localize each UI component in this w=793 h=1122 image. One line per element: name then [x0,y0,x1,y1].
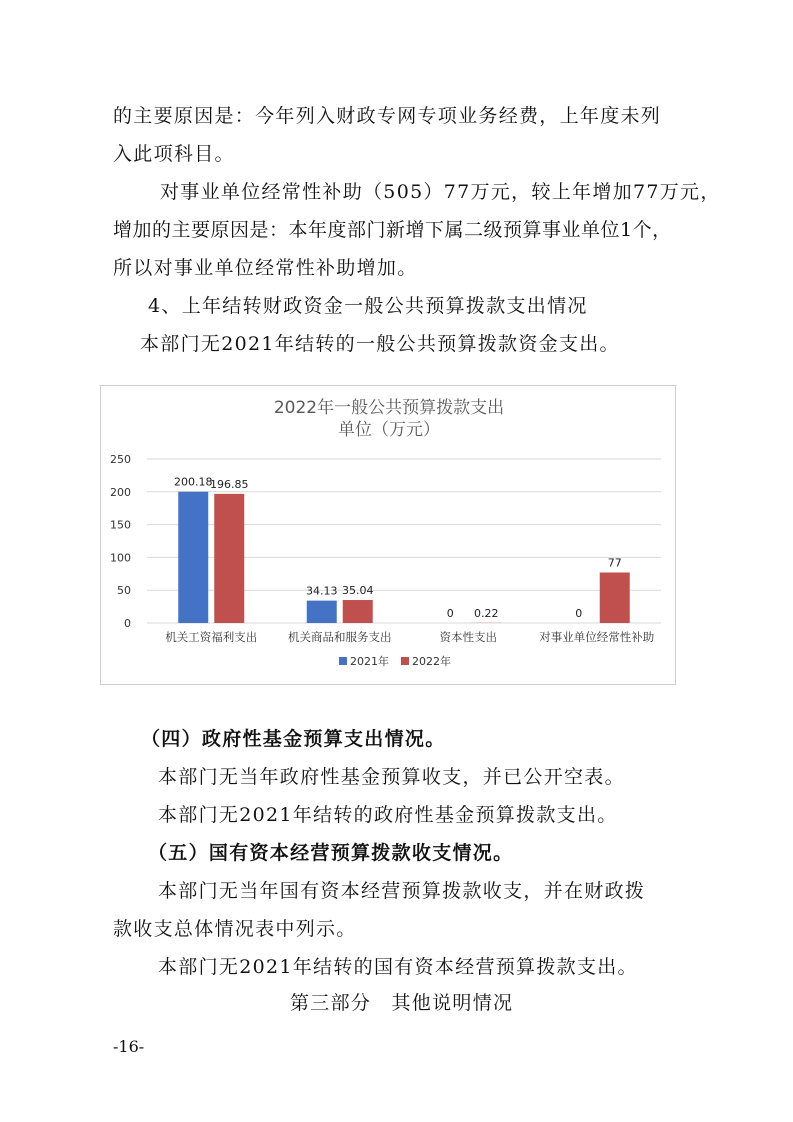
bar [307,601,337,623]
bar [600,572,630,623]
y-tick-label: 250 [110,453,131,466]
page-number: -16- [113,1037,145,1056]
y-tick-label: 50 [117,584,131,598]
part3-heading: 第三部分 其他说明情况 [290,992,514,1014]
p2-line2: 增加的主要原因是：本年度部门新增下属二级预算事业单位1个， [113,219,672,241]
x-category-label: 机关工资福利支出 [165,630,258,644]
section5-heading: （五）国有资本经营预算拨款收支情况。 [148,842,514,864]
expenditure-chart [100,385,676,685]
bar-data-label: 34.13 [306,584,338,598]
bar-data-label: 77 [607,556,622,570]
bar [214,494,244,623]
p2-line3: 所以对事业单位经常性补助增加。 [113,257,418,279]
p3-heading: 4、上年结转财政资金一般公共预算拨款支出情况 [148,295,588,317]
p1-line1: 的主要原因是：今年列入财政专网专项业务经费，上年度未列 [113,105,662,127]
legend-swatch [401,657,409,665]
bar-data-label: 35.04 [342,584,374,598]
legend-swatch [339,657,347,665]
bar [178,492,208,623]
p2-line1: 对事业单位经常性补助（505）77万元，较上年增加77万元， [160,181,721,203]
chart-subtitle: 单位（万元） [338,420,440,440]
section5-line3: 本部门无2021年结转的国有资本经营预算拨款支出。 [158,956,638,978]
chart-svg [101,386,677,686]
section4-line2: 本部门无2021年结转的政府性基金预算拨款支出。 [158,804,618,826]
bar-data-label: 196.85 [210,477,249,491]
section4-line1: 本部门无当年政府性基金预算收支，并已公开空表。 [158,766,625,788]
bar [343,600,373,623]
chart-legend [339,654,451,668]
y-tick-label: 150 [110,518,131,532]
legend-label: 2021年 [350,655,389,668]
bar-data-label: 200.18 [174,475,213,489]
y-tick-label: 200 [110,485,131,499]
bar-data-label: 0 [575,607,583,620]
x-category-label: 对事业单位经常性补助 [539,630,655,644]
p1-line2: 入此项科目。 [113,143,235,165]
bar-data-label: 0.22 [474,606,499,620]
y-tick-label: 0 [124,617,131,630]
legend-label: 2022年 [412,655,451,668]
x-category-label: 机关商品和服务支出 [288,630,392,644]
y-tick-label: 100 [110,551,131,565]
section4-heading: （四）政府性基金预算支出情况。 [141,728,446,750]
bar-data-label: 0 [446,607,454,620]
x-category-label: 资本性支出 [439,630,497,644]
chart-title: 2022年一般公共预算拨款支出 [273,398,505,418]
p3-body: 本部门无2021年结转的一般公共预算拨款资金支出。 [140,333,620,355]
chart-bars [174,476,630,623]
section5-line2: 款收支总体情况表中列示。 [113,918,357,940]
section5-line1: 本部门无当年国有资本经营预算拨款收支，并在财政拨 [158,880,646,902]
